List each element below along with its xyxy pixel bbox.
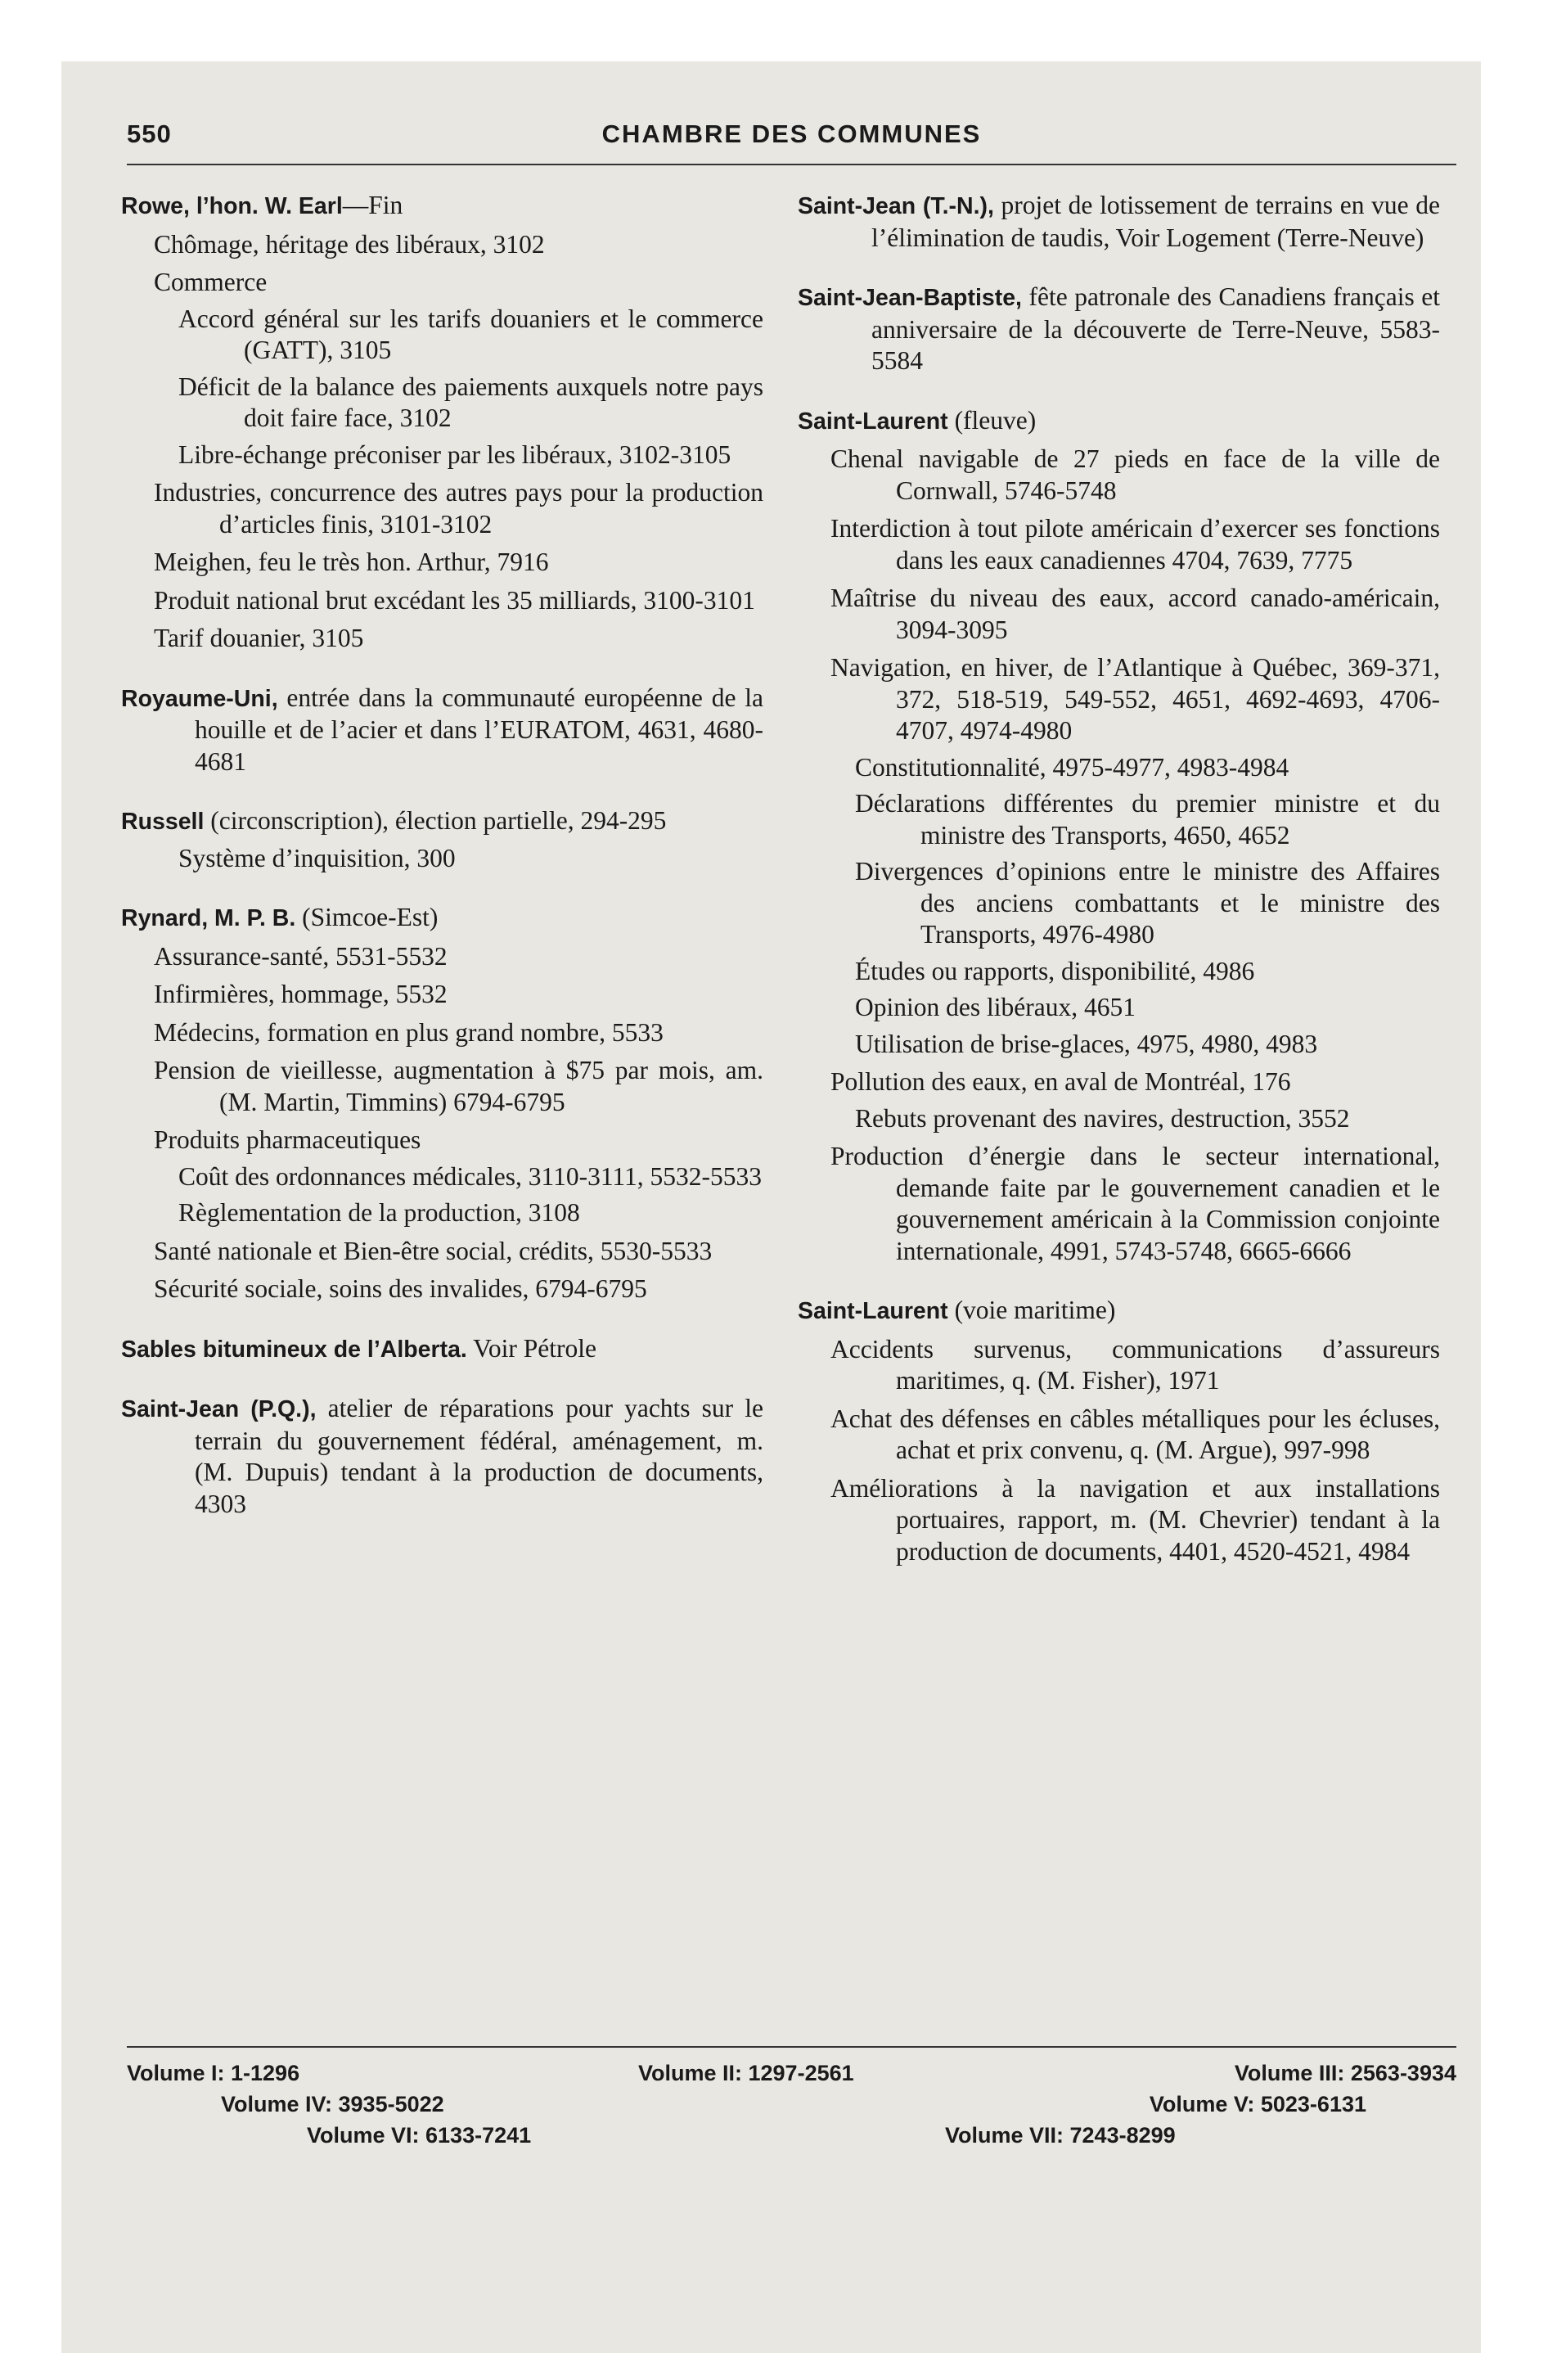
subentry: Maîtrise du niveau des eaux, accord canado-américain, 3094-3095 — [830, 584, 1440, 644]
entry-head-term: Saint-Jean-Baptiste, — [798, 285, 1022, 311]
index-entry — [798, 405, 1440, 1268]
nested-subentry: Divergences d’opinions entre le ministre des Affaires des anciens combattants et le ministre des Transports, 4976-4980 — [855, 857, 1440, 949]
nested-subentry: Utilisation de brise-glaces, 4975, 4980, 4983 — [855, 1029, 1318, 1058]
subentry: Pension de vieillesse, augmentation à $75 par mois, am. (M. Martin, Timmins) 6794-6795 — [154, 1056, 763, 1116]
index-entry — [798, 190, 1440, 254]
entry-head-term: Saint-Jean (T.-N.), — [798, 193, 994, 219]
entry-heading — [121, 190, 763, 223]
volume-range: Volume I: 1-1296 — [127, 2061, 300, 2085]
page-header — [127, 115, 1456, 165]
entry-head-detail: entrée dans la communauté européenne de la houille et de l’acier et dans l’EURATOM, 4631, 4680-4681 — [195, 683, 763, 776]
index-entry — [798, 1295, 1440, 1567]
entry-heading — [798, 282, 1440, 377]
subentry: Sécurité sociale, soins des invalides, 6794-6795 — [154, 1274, 647, 1303]
index-entry — [121, 1393, 763, 1520]
volume-range: Volume VI: 6133-7241 — [307, 2123, 532, 2148]
entry-heading — [121, 1393, 763, 1520]
subentry: Chômage, héritage des libéraux, 3102 — [154, 229, 545, 259]
nested-subentry: Constitutionnalité, 4975-4977, 4983-4984 — [855, 752, 1289, 782]
entry-head-term: Saint-Laurent — [798, 408, 948, 435]
entry-head-detail: projet de lotissement de terrains en vue de l’élimination de taudis, Voir Logement (Terre-Neuve) — [871, 191, 1440, 252]
subentry: Industries, concurrence des autres pays pour la production d’articles finis, 3101-3102 — [154, 478, 763, 539]
volume-index-footer — [127, 2046, 1456, 2151]
nested-subentry: Coût des ordonnances médicales, 3110-3111, 5532-5533 — [178, 1161, 762, 1191]
entry-heading — [798, 190, 1440, 254]
entry-head-detail: fête patronale des Canadiens français et anniversaire de la découverte de Terre-Neuve, 5583-5584 — [871, 282, 1440, 375]
page-number: 550 — [127, 119, 172, 148]
entry-head-term: Saint-Jean (P.Q.), — [121, 1396, 317, 1422]
running-title: CHAMBRE DES COMMUNES — [601, 119, 982, 148]
subentry: Accidents survenus, communications d’assureurs maritimes, q. (M. Fisher), 1971 — [830, 1334, 1440, 1395]
index-entry — [121, 902, 763, 1305]
entry-head-detail: —Fin — [342, 191, 403, 219]
volume-range: Volume IV: 3935-5022 — [221, 2092, 444, 2116]
subentry: Produits pharmaceutiques — [154, 1125, 421, 1154]
entry-heading — [798, 1295, 1440, 1327]
entry-head-term: Saint-Laurent — [798, 1298, 948, 1324]
entry-head-detail: (fleuve) — [947, 405, 1037, 435]
left-column — [121, 190, 763, 1548]
index-entry — [121, 1333, 763, 1366]
nested-subentry: Rebuts provenant des navires, destruction, 3552 — [855, 1103, 1350, 1133]
right-column — [798, 190, 1440, 1595]
nested-subentry: Libre-échange préconiser par les libéraux, 3102-3105 — [178, 439, 731, 469]
subentry: Achat des défenses en câbles métalliques pour les écluses, achat et prix convenu, q. (M. Argue), 997-998 — [830, 1404, 1440, 1464]
entry-head-term: Russell — [121, 809, 205, 835]
nested-subentry: Opinion des libéraux, 4651 — [855, 993, 1136, 1021]
volume-range: Volume II: 1297-2561 — [638, 2061, 854, 2085]
index-entry — [121, 190, 763, 655]
subentry: Assurance-santé, 5531-5532 — [154, 941, 448, 971]
subentry: Infirmières, hommage, 5532 — [154, 980, 448, 1008]
entry-head-term: Rowe, l’hon. W. Earl — [121, 193, 343, 219]
nested-subentry: Déclarations différentes du premier ministre et du ministre des Transports, 4650, 4652 — [855, 789, 1440, 850]
subentry: Tarif douanier, 3105 — [154, 624, 364, 652]
index-entry — [121, 805, 763, 874]
index-entry — [798, 282, 1440, 377]
index-entry — [121, 683, 763, 778]
subentry: Pollution des eaux, en aval de Montréal, 176 — [830, 1067, 1291, 1096]
nested-subentry: Déficit de la balance des paiements auxquels notre pays doit faire face, 3102 — [178, 372, 763, 432]
entry-head-term: Royaume-Uni, — [121, 685, 278, 712]
nested-subentry: Règlementation de la production, 3108 — [178, 1198, 580, 1227]
volume-range: Volume III: 2563-3934 — [1234, 2061, 1456, 2085]
subentry: Produit national brut excédant les 35 milliards, 3100-3101 — [154, 585, 755, 615]
nested-subentry: Système d’inquisition, 300 — [178, 843, 456, 872]
subentry: Santé nationale et Bien-être social, crédits, 5530-5533 — [154, 1236, 713, 1265]
subentry: Production d’énergie dans le secteur international, demande faite par le gouvernement canadien et le gouvernement américain à la Commission conjointe internationale, 4991, 5743-5748, 6665-6666 — [830, 1142, 1440, 1265]
subentry: Navigation, en hiver, de l’Atlantique à Québec, 369-371, 372, 518-519, 549-552, 4651, 4692-4693, 4706-4707, 4974-4980 — [830, 653, 1440, 745]
entry-heading — [121, 1333, 763, 1366]
subentry: Améliorations à la navigation et aux installations portuaires, rapport, m. (M. Chevrier) tendant à la production de documents, 4401, 4520-4521, 4984 — [830, 1473, 1440, 1566]
volume-range: Volume VII: 7243-8299 — [945, 2123, 1176, 2148]
subentry: Meighen, feu le très hon. Arthur, 7916 — [154, 548, 549, 576]
subentry: Interdiction à tout pilote américain d’exercer ses fonctions dans les eaux canadiennes 4704, 7639, 7775 — [830, 514, 1440, 575]
nested-subentry: Accord général sur les tarifs douaniers et le commerce (GATT), 3105 — [178, 304, 763, 364]
subentry: Chenal navigable de 27 pieds en face de la ville de Cornwall, 5746-5748 — [830, 444, 1440, 505]
subentry: Médecins, formation en plus grand nombre, 5533 — [154, 1017, 664, 1047]
entry-head-detail: Voir Pétrole — [466, 1333, 596, 1363]
entry-heading — [121, 902, 763, 935]
entry-head-detail: (circonscription), élection partielle, 294-295 — [204, 806, 667, 835]
entry-head-term: Sables bitumineux de l’Alberta. — [121, 1336, 467, 1363]
entry-head-detail: (voie maritime) — [947, 1296, 1116, 1324]
entry-head-detail: (Simcoe-Est) — [295, 903, 439, 931]
volume-range: Volume V: 5023-6131 — [1149, 2092, 1366, 2116]
entry-heading — [121, 805, 763, 838]
entry-heading — [798, 405, 1440, 438]
entry-heading — [121, 683, 763, 778]
entry-head-detail: atelier de réparations pour yachts sur le terrain du gouvernement fédéral, aménagement, m. (M. Dupuis) tendant à la production de documents, 4303 — [195, 1394, 763, 1518]
subentry: Commerce — [154, 268, 268, 296]
nested-subentry: Études ou rapports, disponibilité, 4986 — [855, 956, 1255, 985]
entry-head-term: Rynard, M. P. B. — [121, 905, 296, 931]
